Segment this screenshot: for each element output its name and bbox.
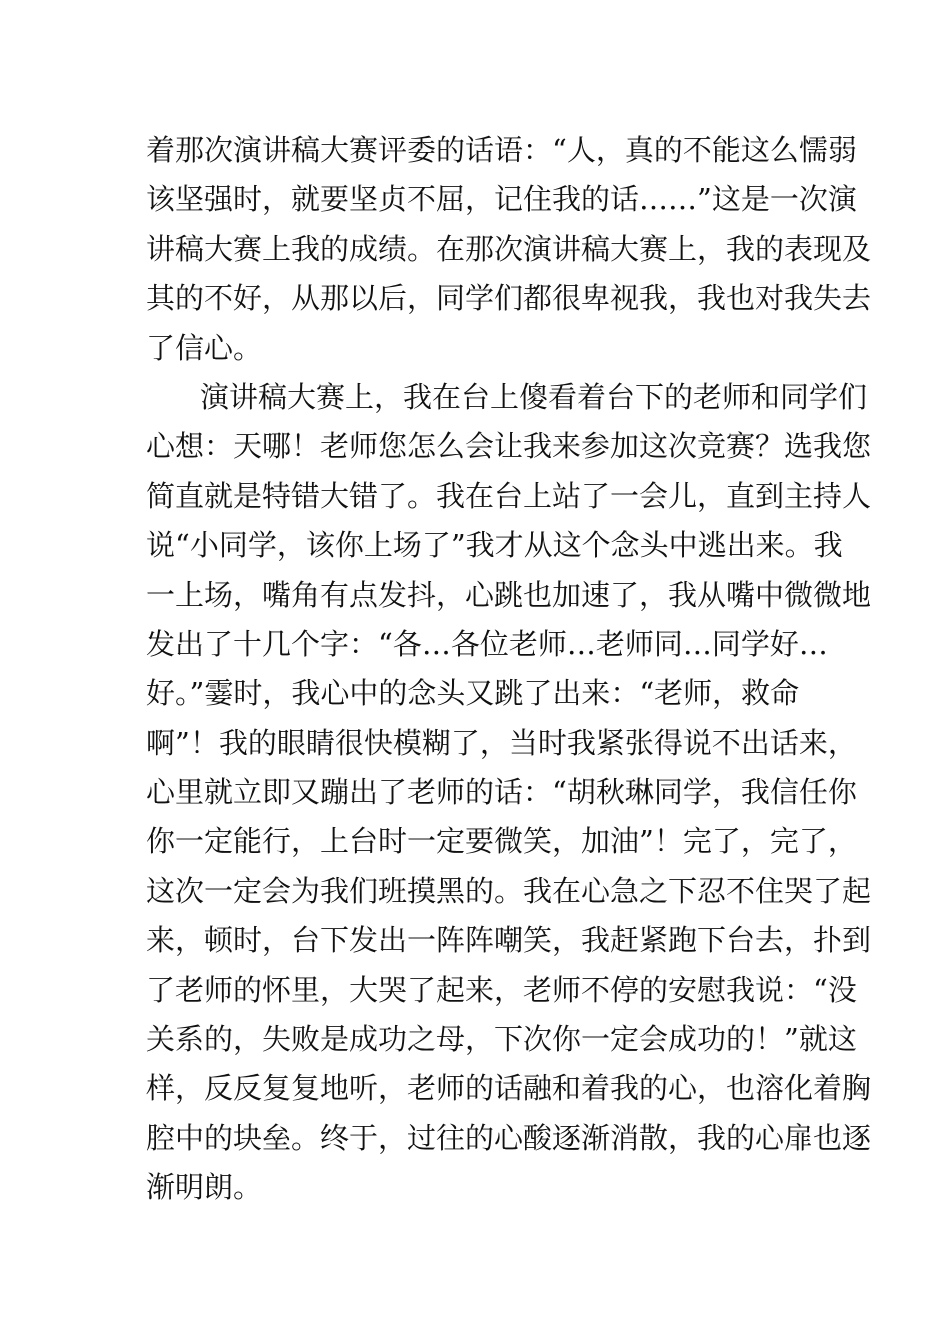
text-line: 渐明朗。 (146, 1170, 263, 1205)
text-line: 你一定能行，上台时一定要微笑，加油”！完了，完了， (146, 824, 857, 859)
paragraph-first-line: 演讲稿大赛上，我在台上傻看着台下的老师和同学们 (200, 379, 868, 414)
text-line: 了老师的怀里，大哭了起来，老师不停的安慰我说：“没 (146, 972, 857, 1007)
text-line: 简直就是特错大错了。我在台上站了一会儿，直到主持人 (146, 478, 872, 513)
text-line: 其的不好，从那以后，同学们都很卑视我，我也对我失去 (146, 281, 872, 316)
text-line: 一上场，嘴角有点发抖，心跳也加速了，我从嘴中微微地 (146, 577, 872, 612)
text-line: 啊”！我的眼睛很快模糊了，当时我紧张得说不出话来， (146, 725, 857, 760)
body-text (146, 126, 872, 1213)
text-line: 腔中的块垒。终于，过往的心酸逐渐消散，我的心扉也逐 (146, 1120, 872, 1155)
text-line: 样，反反复复地听，老师的话融和着我的心，也溶化着胸 (146, 1071, 872, 1106)
text-line: 着那次演讲稿大赛评委的话语：“人，真的不能这么懦弱 (146, 133, 857, 167)
text-line: 这次一定会为我们班摸黑的。我在心急之下忍不住哭了起 (146, 873, 872, 908)
text-line: 心想：天哪！老师您怎么会让我来参加这次竞赛？选我您 (146, 429, 872, 464)
text-line: 来，顿时，台下发出一阵阵嘲笑，我赶紧跑下台去，扑到 (146, 923, 872, 958)
text-line: 心里就立即又蹦出了老师的话：“胡秋琳同学，我信任你 (146, 775, 857, 810)
text-line: 讲稿大赛上我的成绩。在那次演讲稿大赛上，我的表现及 (146, 231, 872, 266)
text-line: 好。”霎时，我心中的念头又跳了出来：“老师，救命 (146, 676, 800, 711)
text-line: 该坚强时，就要坚贞不屈，记住我的话……”这是一次演 (146, 182, 857, 217)
text-line: 发出了十几个字：“各…各位老师…老师同…同学好… (146, 626, 828, 661)
text-line: 说“小同学，该你上场了”我才从这个念头中逃出来。我 (146, 528, 843, 563)
text-line: 关系的，失败是成功之母，下次你一定会成功的！”就这 (146, 1022, 857, 1057)
text-line: 了信心。 (146, 330, 263, 365)
